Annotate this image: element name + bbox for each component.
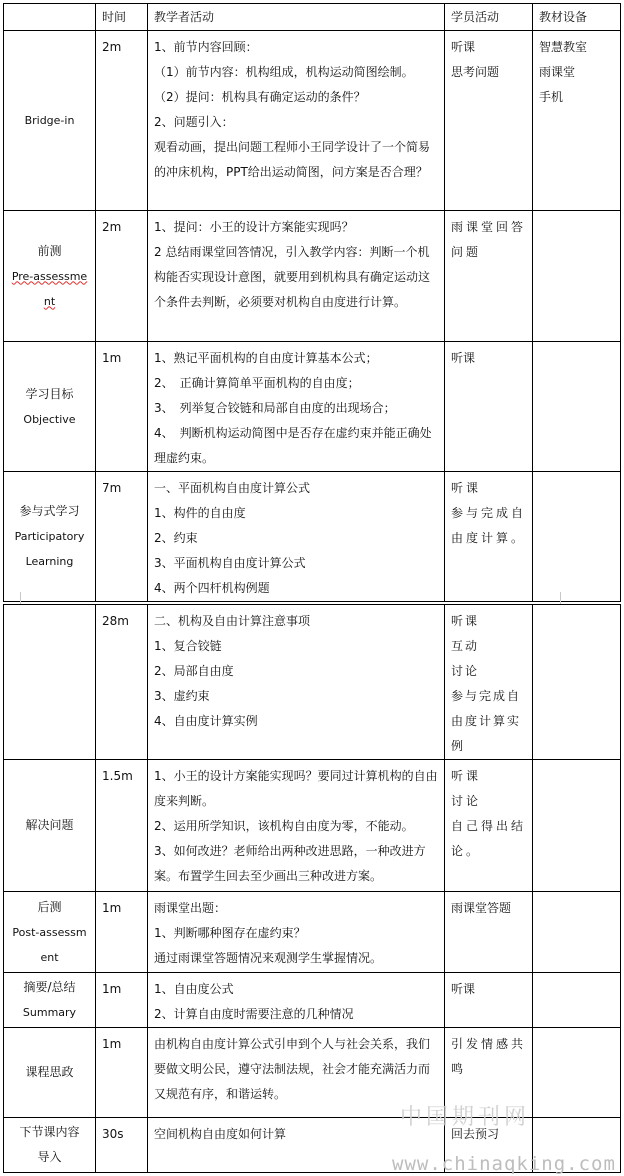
teacher-line: 二、机构及自由计算注意事项 bbox=[154, 614, 311, 628]
student-line: 听课 bbox=[451, 40, 476, 54]
teacher-line: 3、平面机构自由度计算公式 bbox=[154, 556, 306, 570]
time-cell: 28m bbox=[96, 605, 148, 760]
teacher-cell bbox=[148, 760, 445, 892]
stage-line: nt bbox=[43, 294, 56, 308]
student-cell bbox=[445, 605, 533, 760]
student-cell bbox=[445, 342, 533, 472]
header-time: 时间 bbox=[96, 4, 148, 31]
table-row bbox=[4, 31, 621, 211]
teacher-line: 观看动画，提出问题工程师小王同学设计了一个简易的冲床机构，PPT给出运动简图，问方案是否合理？ bbox=[154, 140, 431, 179]
equipment-cell bbox=[533, 892, 621, 973]
time-cell: 1m bbox=[96, 892, 148, 973]
teacher-line: 1、熟记平面机构的自由度计算基本公式； bbox=[154, 351, 378, 365]
equipment-cell bbox=[533, 1028, 621, 1118]
time-cell: 1.5m bbox=[96, 760, 148, 892]
page-break-marks bbox=[0, 588, 624, 604]
lesson-plan-table-part-2 bbox=[3, 604, 621, 1173]
teacher-line: 1、前节内容回顾： bbox=[154, 40, 258, 54]
student-cell bbox=[445, 973, 533, 1028]
teacher-line: 2、 正确计算简单平面机构的自由度； bbox=[154, 376, 360, 390]
stage-line: 后测 bbox=[37, 899, 62, 914]
table-row bbox=[4, 605, 621, 760]
student-line: 参与完成自由度计算。 bbox=[451, 506, 527, 545]
table-row bbox=[4, 760, 621, 892]
student-line: 讨论 bbox=[451, 794, 482, 808]
teacher-line: 1、复合铰链 bbox=[154, 639, 222, 653]
student-line: 互动 bbox=[451, 639, 480, 653]
watermark-url: www.chinaqking.com bbox=[392, 1153, 616, 1175]
teacher-cell bbox=[148, 892, 445, 973]
equipment-cell bbox=[533, 31, 621, 211]
teacher-line: 3、 列举复合铰链和局部自由度的出现场合； bbox=[154, 401, 396, 415]
table-row bbox=[4, 973, 621, 1028]
teacher-line: 由机构自由度计算公式引申到个人与社会关系，我们要做文明公民，遵守法制法规，社会才能充满活力而又规范有序，和谐运转。 bbox=[154, 1037, 431, 1101]
teacher-line: 3、虚约束 bbox=[154, 689, 210, 703]
stage-line: 下节课内容 bbox=[19, 1125, 80, 1139]
teacher-line: 通过雨课堂答题情况来观测学生掌握情况。 bbox=[154, 951, 383, 965]
stage-line: 学习目标 bbox=[25, 386, 74, 401]
teacher-line: 2、约束 bbox=[154, 531, 198, 545]
lesson-plan-table-part-1 bbox=[3, 3, 621, 602]
stage-line: Bridge-in bbox=[24, 114, 75, 127]
student-line: 听课 bbox=[451, 614, 480, 628]
equipment-cell bbox=[533, 342, 621, 472]
teacher-line: 4、自由度计算实例 bbox=[154, 714, 258, 728]
student-line: 听课 bbox=[451, 351, 476, 365]
stage-line: 课程思政 bbox=[25, 1065, 74, 1079]
student-line: 雨课堂答题 bbox=[451, 901, 512, 915]
equipment-cell bbox=[533, 211, 621, 342]
student-line: 听课 bbox=[451, 481, 482, 495]
time-cell: 30s bbox=[96, 1118, 148, 1173]
teacher-line: （1）前节内容：机构组成，机构运动简图绘制。 bbox=[154, 65, 414, 79]
stage-line: Participatory bbox=[14, 530, 85, 543]
stage-cell bbox=[4, 31, 96, 211]
teacher-cell bbox=[148, 31, 445, 211]
stage-cell bbox=[4, 211, 96, 342]
time-cell: 1m bbox=[96, 973, 148, 1028]
header-stage bbox=[4, 4, 96, 31]
time-cell: 7m bbox=[96, 472, 148, 602]
teacher-line: 2、局部自由度 bbox=[154, 664, 234, 678]
teacher-line: 一、平面机构自由度计算公式 bbox=[154, 481, 311, 495]
time-cell: 2m bbox=[96, 31, 148, 211]
student-line: 雨课堂回答问题 bbox=[451, 220, 527, 259]
time-cell: 1m bbox=[96, 342, 148, 472]
table-row bbox=[4, 472, 621, 602]
stage-line: Pre-assessme bbox=[11, 269, 88, 283]
stage-line: 摘要/总结 bbox=[23, 980, 76, 994]
teacher-line: 2 总结雨课堂回答情况，引入教学内容：判断一个机构能否实现设计意图，就要用到机构具有确定运动这个条件去判断，必须要对机构自由度进行计算。 bbox=[154, 245, 431, 309]
stage-line: 参与式学习 bbox=[19, 504, 80, 518]
time-cell: 2m bbox=[96, 211, 148, 342]
time-cell: 1m bbox=[96, 1028, 148, 1118]
stage-line: 导入 bbox=[37, 1150, 62, 1164]
equipment-line: 手机 bbox=[539, 90, 564, 104]
teacher-line: 空间机构自由度如何计算 bbox=[154, 1127, 287, 1141]
stage-line: 解决问题 bbox=[25, 818, 74, 832]
equipment-line: 雨课堂 bbox=[539, 65, 576, 79]
teacher-line: 4、 判断机构运动简图中是否存在虚约束并能正确处理虚约束。 bbox=[154, 426, 432, 465]
stage-line: Summary bbox=[22, 1006, 77, 1019]
stage-cell bbox=[4, 892, 96, 973]
student-line: 讨论 bbox=[451, 664, 480, 678]
teacher-line: 1、自由度公式 bbox=[154, 982, 234, 996]
student-cell bbox=[445, 892, 533, 973]
student-line: 听课 bbox=[451, 769, 482, 783]
student-line: 回去预习 bbox=[451, 1127, 500, 1141]
student-line: 引发情感共鸣 bbox=[451, 1037, 527, 1076]
stage-line: 前测 bbox=[37, 243, 62, 258]
student-line: 自己得出结论。 bbox=[451, 819, 527, 858]
student-cell bbox=[445, 211, 533, 342]
stage-cell bbox=[4, 342, 96, 472]
student-cell bbox=[445, 472, 533, 602]
stage-cell bbox=[4, 605, 96, 760]
teacher-line: 1、判断哪种图存在虚约束？ bbox=[154, 926, 306, 940]
watermark-logo-text: 中国期刊网 bbox=[400, 1105, 531, 1130]
stage-line: Learning bbox=[25, 555, 74, 568]
teacher-line: 2、计算自由度时需要注意的几种情况 bbox=[154, 1007, 354, 1021]
header-equipment: 教材设备 bbox=[533, 4, 621, 31]
student-cell bbox=[445, 31, 533, 211]
header-student: 学员活动 bbox=[445, 4, 533, 31]
stage-cell bbox=[4, 472, 96, 602]
stage-cell bbox=[4, 973, 96, 1028]
header-teacher: 教学者活动 bbox=[148, 4, 445, 31]
teacher-cell bbox=[148, 342, 445, 472]
teacher-cell bbox=[148, 605, 445, 760]
teacher-cell bbox=[148, 211, 445, 342]
teacher-cell bbox=[148, 973, 445, 1028]
equipment-line: 智慧教室 bbox=[539, 40, 588, 54]
teacher-line: 1、提问：小王的设计方案能实现吗？ bbox=[154, 220, 354, 234]
teacher-line: 1、构件的自由度 bbox=[154, 506, 246, 520]
student-line: 思考问题 bbox=[451, 65, 500, 79]
teacher-line: （2）提问：机构具有确定运动的条件？ bbox=[154, 90, 366, 104]
header-row bbox=[4, 4, 621, 31]
equipment-cell bbox=[533, 472, 621, 602]
student-line: 听课 bbox=[451, 982, 476, 996]
stage-line: Post-assessm bbox=[12, 925, 87, 939]
table-row bbox=[4, 342, 621, 472]
equipment-cell bbox=[533, 760, 621, 892]
teacher-line: 3、如何改进？老师给出两种改进思路，一种改进方案。布置学生回去至少画出三种改进方案。 bbox=[154, 844, 426, 883]
teacher-cell bbox=[148, 472, 445, 602]
stage-cell bbox=[4, 760, 96, 892]
teacher-line: 2、运用所学知识，该机构自由度为零，不能动。 bbox=[154, 819, 414, 833]
table-row bbox=[4, 211, 621, 342]
teacher-line: 2、问题引入： bbox=[154, 115, 234, 129]
teacher-line: 1、小王的设计方案能实现吗？要同过计算机构的自由度来判断。 bbox=[154, 769, 438, 808]
student-cell bbox=[445, 760, 533, 892]
stage-line: Objective bbox=[23, 412, 76, 426]
teacher-line: 雨课堂出题： bbox=[154, 901, 227, 915]
stage-cell bbox=[4, 1118, 96, 1173]
equipment-cell bbox=[533, 973, 621, 1028]
teacher-line: 4、两个四杆机构例题 bbox=[154, 581, 270, 595]
equipment-cell bbox=[533, 605, 621, 760]
stage-line: ent bbox=[40, 950, 59, 964]
stage-cell bbox=[4, 1028, 96, 1118]
student-line: 参与完成自由度计算实例 bbox=[451, 689, 522, 753]
table-row bbox=[4, 892, 621, 973]
